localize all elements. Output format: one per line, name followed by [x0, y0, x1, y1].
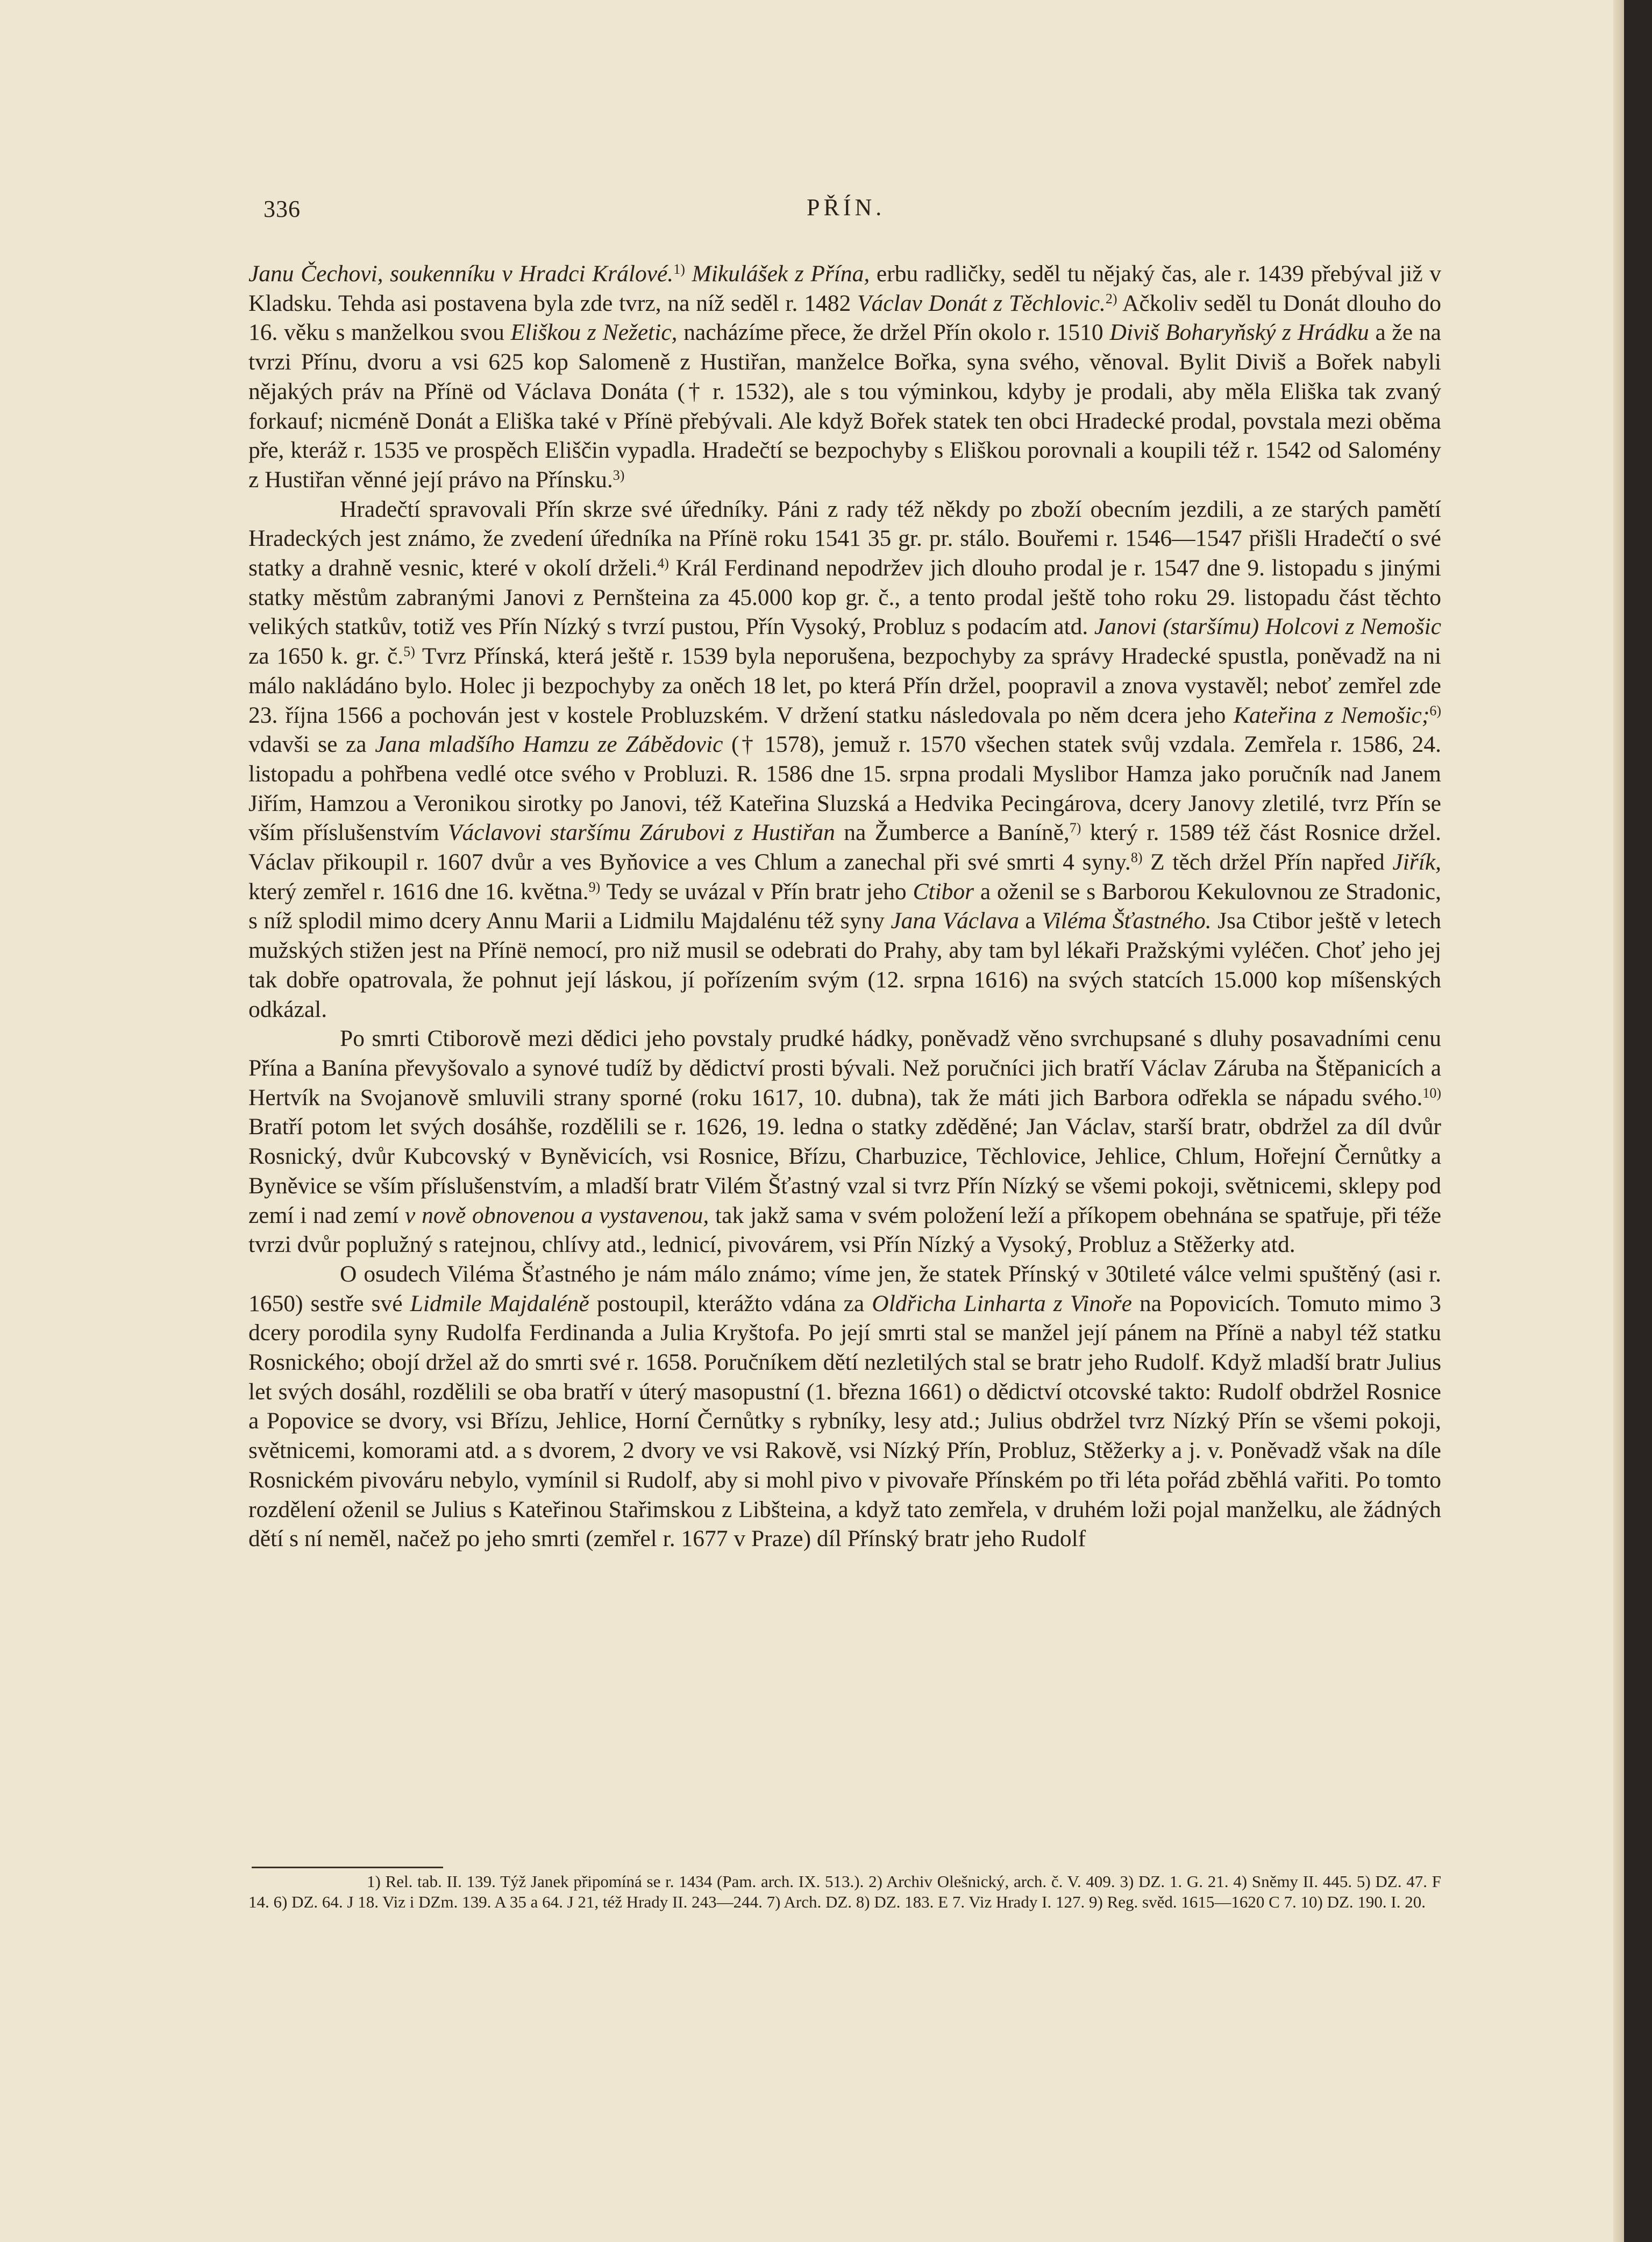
text-run: [685, 261, 692, 287]
footnote-ref: 10): [1422, 1085, 1441, 1101]
text-run: († 1578), jemuž r. 1570 všechen statek svůj vzdala. Zemřela r. 1586, 24. listopadu a pohřbena vedlé otce svého v Probluzi. R. 1586 dne 15. srpna prodali Myslibor Hamza jako poručník nad Janem Jiřím, Hamzou a Veronikou sirotky po Janovi, též Kateřina Sluzská a Hedvika Pecingárova, dcery Janovy zletilé, tvrz Přín se vším příslušenstvím: [248, 731, 1441, 846]
footnote-ref: 3): [613, 467, 625, 483]
text-run: a že na tvrzi Přínu, dvoru a vsi 625 kop Salomeně z Hustiřan, manželce Bořka, syna svého, věnoval. Bylit Diviš a Bořek nabyli nějakých práv na Přínë od Václava Donáta († r. 1532), ale s tou výminkou, kdyby je prodali, aby měla Eliška tak zvaný forkauf; nicméně Donát a Eliška také v Přínë přebývali. Ale když Bořek statek ten obci Hradecké prodal, povstala mezi oběma pře, kteráž r. 1535 ve prospěch Eliščin vypadla. Hradečtí se bezpochyby s Eliškou porovnali a koupili též r. 1542 od Salomény z Hustiřan věnné její právo na Přínsku.: [248, 319, 1441, 493]
italic-name: Václav Donát z Těchlovic.: [857, 290, 1106, 316]
page-number: 336: [264, 196, 301, 222]
text-run: na Popovicích. Tomuto mimo 3 dcery porodila syny Rudolfa Ferdinanda a Julia Kryštofa. Po její smrti stal se manžel její pánem na Přínë a nabyl též statku Rosnického; obojí držel až do smrti své r. 1658. Poručníkem dětí nezletilých stal se bratr jeho Rudolf. Když mladší bratr Julius let svých dosáhl, rozdělili se oba bratří v úterý masopustní (1. března 1661) o dědictví otcovské takto: Rudolf obdržel Rosnice a Popovice se dvory, vsi Břízu, Jehlice, Horní Černůtky s rybníky, lesy atd.; Julius obdržel tvrz Nízký Přín se všemi pokoji, světnicemi, komorami atd. a s dvorem, 2 dvory ve vsi Rakově, vsi Nízký Přín, Probluz, Stěžerky a j. v. Poněvadž však na díle Rosnickém pivováru nebylo, vymínil si Rudolf, aby si mohl pivo v pivovaře Přínském po tři léta pořád zběhlá vařiti. Po tomto rozdělení oženil se Julius s Kateřinou Stařimskou z Libšteina, a když tato zemřela, v druhém loži pojal manželku, ale žádných dětí s ní neměl, načež po jeho smrti (zemřel r. 1677 v Praze) díl Přínský bratr jeho Rudolf: [248, 1290, 1441, 1552]
text-run: Po smrti Ctiborově mezi dědici jeho povstaly prudké hádky, poněvadž věno svrchupsané s dluhy posavadními cenu Přína a Banína převyšovalo a synové tudíž by dědictví prosti bývali. Než poručníci jich bratří Václav Záruba na Štěpanicích a Hertvík na Svojanově smluvili strany sporné (roku 1617, 10. dubna), tak že máti jich Barbora odřekla se nápadu svého.: [248, 1026, 1441, 1111]
text-run: Jsa Ctibor ještě v letech mužských stižen jest na Přínë nemocí, pro niž musil se odebrati do Prahy, aby tam byl lékaři Pražskými vyléčen. Choť jeho jej tak dobře opatrovala, že pohnut její láskou, jí pořízením svým (12. srpna 1616) na svých statcích 15.000 kop míšenských odkázal.: [248, 908, 1441, 1022]
text-run: Tvrz Přínská, která ještě r. 1539 byla neporušena, bezpochyby za správy Hradecké spustla, poněvadž na ni málo nakládáno bylo. Holec ji bezpochyby za oněch 18 let, po která Přín držel, poopravil a znova vystavěl; neboť zemřel zde 23. října 1566 a pochován jest v kostele Probluzském. V držení statku následovala po něm dcera jeho: [248, 643, 1441, 728]
italic-name: Václavovi staršímu Zárubovi z Hustiřan: [447, 820, 835, 846]
italic-name: Jana Václava: [891, 908, 1019, 934]
italic-name: Jiřík,: [1392, 849, 1441, 876]
paragraph-4: [248, 1259, 1441, 1554]
text-run: který zemřel r. 1616 dne 16. května.: [248, 878, 589, 905]
italic-name: Viléma Šťastného.: [1042, 908, 1212, 934]
italic-name: Oldřicha Linharta z Vinoře: [872, 1290, 1132, 1316]
italic-name: Ctibor: [913, 878, 974, 905]
text-run: erbu radličky, seděl tu nějaký čas, ale r. 1439 přebýval již v Kladsku. Tehda asi postavena byla zde tvrz, na níž seděl r. 1482: [248, 261, 1441, 316]
text-run: Král Ferdinand nepodržev jich dlouho prodal je r. 1547 dne 9. listopadu s jinými statky městům zabranými Janovi z Pernšteina za 45.000 kop gr. č., a tento prodal ještě toho roku 29. listopadu část těchto velikých statkův, totiž ves Přín Nízký s tvrzí pustou, Přín Vysoký, Probluz s podacím atd.: [248, 555, 1441, 640]
text-run: za 1650 k. gr. č.: [248, 643, 404, 670]
paragraph-2: [248, 495, 1441, 1024]
paragraph-1: [248, 259, 1441, 495]
paragraph-3: [248, 1024, 1441, 1259]
text-run: a oženil se s Barborou Kekulovnou ze Stradonic, s níž splodil mimo dcery Annu Marii a Lidmilu Majdalénu též syny: [248, 878, 1441, 934]
text-run: O osudech Viléma Šťastného je nám málo známo; víme jen, že statek Přínský v 30tileté válce velmi spuštěný (asi r. 1650) sestře své: [248, 1261, 1441, 1316]
main-text: [248, 259, 1441, 1554]
text-run: Z těch držel Přín napřed: [1142, 849, 1393, 876]
footnote-ref: 8): [1130, 850, 1143, 866]
text-run: který r. 1589 též část Rosnice držel. Václav přikoupil r. 1607 dvůr a ves Byňovice a ves Chlum a zanechal při své smrti 4 syny.: [248, 820, 1442, 876]
italic-name: Lidmile Majdaléně: [410, 1290, 589, 1316]
text-run: postoupil, kterážto vdána za: [589, 1290, 872, 1316]
footnote-ref: 7): [1069, 820, 1081, 836]
italic-name: Kateřina z Nemošic;: [1233, 702, 1430, 728]
page-edge: [1613, 0, 1624, 2242]
text-run: na Žumberce a Baníně,: [835, 820, 1070, 846]
text-run: Hradečtí spravovali Přín skrze své úředníky. Páni z rady též někdy po zboží obecním jezdili, a ze starých pamětí Hradeckých jest známo, že zvedení úředníka na Přínë roku 1541 35 gr. pr. stálo. Bouřemi r. 1546—1547 přišli Hradečtí o své statky a drahně vesnic, které v okolí drželi.: [248, 496, 1441, 581]
italic-name: Eliškou z Nežetic,: [510, 319, 678, 346]
italic-name: Diviš Boharyňský z Hrádku: [1109, 319, 1369, 346]
footnote-ref: 4): [657, 556, 669, 572]
text-run: Tedy se uvázal v Přín bratr jeho: [600, 878, 913, 905]
footnote-ref: 2): [1105, 290, 1117, 307]
italic-name: Janu Čechovi, soukenníku v Hradci Králové.: [248, 261, 674, 287]
text-run: vdavši se za: [248, 731, 375, 758]
italic-name: Janovi (staršímu) Holcovi z Nemošic: [1094, 614, 1441, 640]
text-run: Ačkoliv seděl tu Donát dlouho do 16. věku s manželkou svou: [248, 290, 1441, 346]
italic-quote: v nově obnovenou a vystavenou,: [405, 1202, 709, 1228]
footnote-ref: 5): [403, 644, 415, 660]
binding-shadow: [1624, 0, 1652, 2242]
footnote-ref: 1): [673, 261, 685, 277]
footnote-text: 1) Rel. tab. II. 139. Týž Janek připomíná se r. 1434 (Pam. arch. IX. 513.). 2) Archiv Olešnický, arch. č. V. 409. 3) DZ. 1. G. 21. 4) Sněmy II. 445. 5) DZ. 47. F 14. 6) DZ. 64. J 18. Viz i DZm. 139. A 35 a 64. J 21, též Hrady II. 243—244. 7) Arch. DZ. 8) DZ. 183. E 7. Viz Hrady I. 127. 9) Reg. svěd. 1615—1620 C 7. 10) DZ. 190. I. 20.: [248, 1872, 1441, 1911]
text-run: Bratří potom let svých dosáhše, rozdělili se r. 1626, 19. ledna o statky zděděné; Jan Václav, starší bratr, obdržel za díl dvůr Rosnický, dvůr Kubcovský v Byněvicích, vsi Rosnice, Břízu, Charbuzice, Těchlovice, Jehlice, Chlum, Hořejní Černůtky a Byněvice se vším příslušenstvím, a mladší bratr Vilém Šťastný vzal si tvrz Přín Nízký se všemi pokoji, světnicemi, sklepy pod zemí i nad zemí: [248, 1114, 1441, 1228]
footnote-ref: 9): [588, 879, 601, 895]
footnotes: [248, 1871, 1441, 1912]
text-run: a: [1019, 908, 1042, 934]
text-run: nacházíme přece, že držel Přín okolo r. 1510: [677, 319, 1110, 346]
running-head: PŘÍN.: [807, 194, 886, 220]
footnote-divider: [252, 1867, 443, 1868]
footnote-ref: 6): [1429, 702, 1441, 718]
italic-name: Jana mladšího Hamzu ze Zábědovic: [375, 731, 723, 758]
italic-name: Mikulášek z Přína,: [692, 261, 870, 287]
text-run: tak jakž sama v svém položení leží a příkopem obehnána se spatřuje, při téže tvrzi dvůr poplužný s ratejnou, chlívy atd., lednicí, pivovárem, vsi Přín Nízký a Vysoký, Probluz a Stěžerky atd.: [248, 1202, 1442, 1258]
